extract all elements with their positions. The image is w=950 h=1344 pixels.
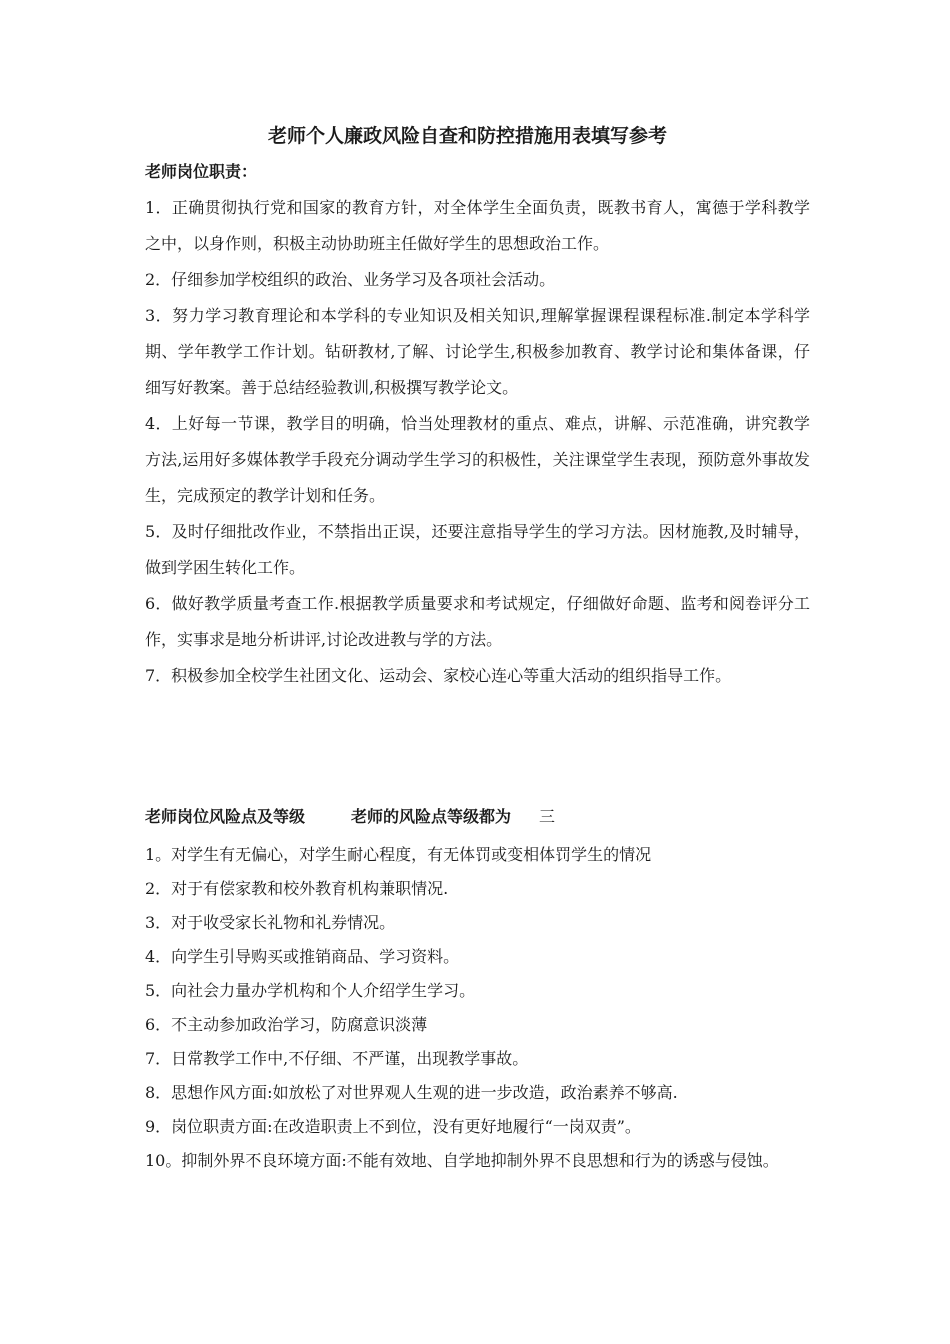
risks-heading-label: 老师岗位风险点及等级 (145, 807, 306, 826)
duty-item: 1．正确贯彻执行党和国家的教育方针，对全体学生全面负责，既教书育人，寓德于学科教学之中，以身作则，积极主动协助班主任做好学生的思想政治工作。 (145, 198, 810, 253)
duty-item: 4．上好每一节课，教学目的明确，恰当处理教材的重点、难点，讲解、示范准确，讲究教学方法,运用好多媒体教学手段充分调动学生学习的积极性，关注课堂学生表现，预防意外事故发生，完成预定的教学计划和任务。 (145, 414, 810, 505)
risk-item: 9．岗位职责方面:在改造职责上不到位，没有更好地履行“一岗双责”。 (145, 1117, 641, 1136)
duties-list (145, 190, 810, 694)
risks-list (145, 838, 810, 1178)
duty-item: 2．仔细参加学校组织的政治、业务学习及各项社会活动。 (145, 270, 556, 289)
duty-item: 7．积极参加全校学生社团文化、运动会、家校心连心等重大活动的组织指导工作。 (145, 666, 732, 685)
risks-level-label: 老师的风险点等级都为 (351, 807, 512, 826)
document-title: 老师个人廉政风险自查和防控措施用表填写参考 (267, 125, 667, 147)
duty-item: 3．努力学习教育理论和本学科的专业知识及相关知识,理解掌握课程课程标准.制定本学科学期、学年教学工作计划。钻研教材,了解、讨论学生,积极参加教育、教学讨论和集体备课，仔细写好教案。善于总结经验教训,积极撰写教学论文。 (145, 306, 810, 397)
risk-item: 7．日常教学工作中,不仔细、不严谨，出现教学事故。 (145, 1049, 529, 1068)
risk-item: 5．向社会力量办学机构和个人介绍学生学习。 (145, 981, 476, 1000)
risk-item: 1。对学生有无偏心，对学生耐心程度，有无体罚或变相体罚学生的情况 (145, 845, 652, 864)
risk-item: 2．对于有偿家教和校外教育机构兼职情况. (145, 879, 449, 898)
duty-item: 6．做好教学质量考查工作.根据教学质量要求和考试规定，仔细做好命题、监考和阅卷评分工作，实事求是地分析讲评,讨论改进教与学的方法。 (145, 594, 810, 649)
risks-heading (145, 805, 555, 829)
risk-item: 3．对于收受家长礼物和礼券情况。 (145, 913, 396, 932)
risk-item: 8．思想作风方面:如放松了对世界观人生观的进一步改造，政治素养不够高. (145, 1083, 678, 1102)
risks-level-value: 三 (539, 807, 556, 826)
risk-item: 4．向学生引导购买或推销商品、学习资料。 (145, 947, 460, 966)
risk-item: 10。抑制外界不良环境方面:不能有效地、自学地抑制外界不良思想和行为的诱惑与侵蚀。 (145, 1151, 779, 1170)
risk-item: 6．不主动参加政治学习，防腐意识淡薄 (145, 1015, 428, 1034)
duty-item: 5．及时仔细批改作业，不禁指出正误，还要注意指导学生的学习方法。因材施教,及时辅导，做到学困生转化工作。 (145, 522, 810, 577)
duties-heading: 老师岗位职责： (145, 162, 258, 181)
